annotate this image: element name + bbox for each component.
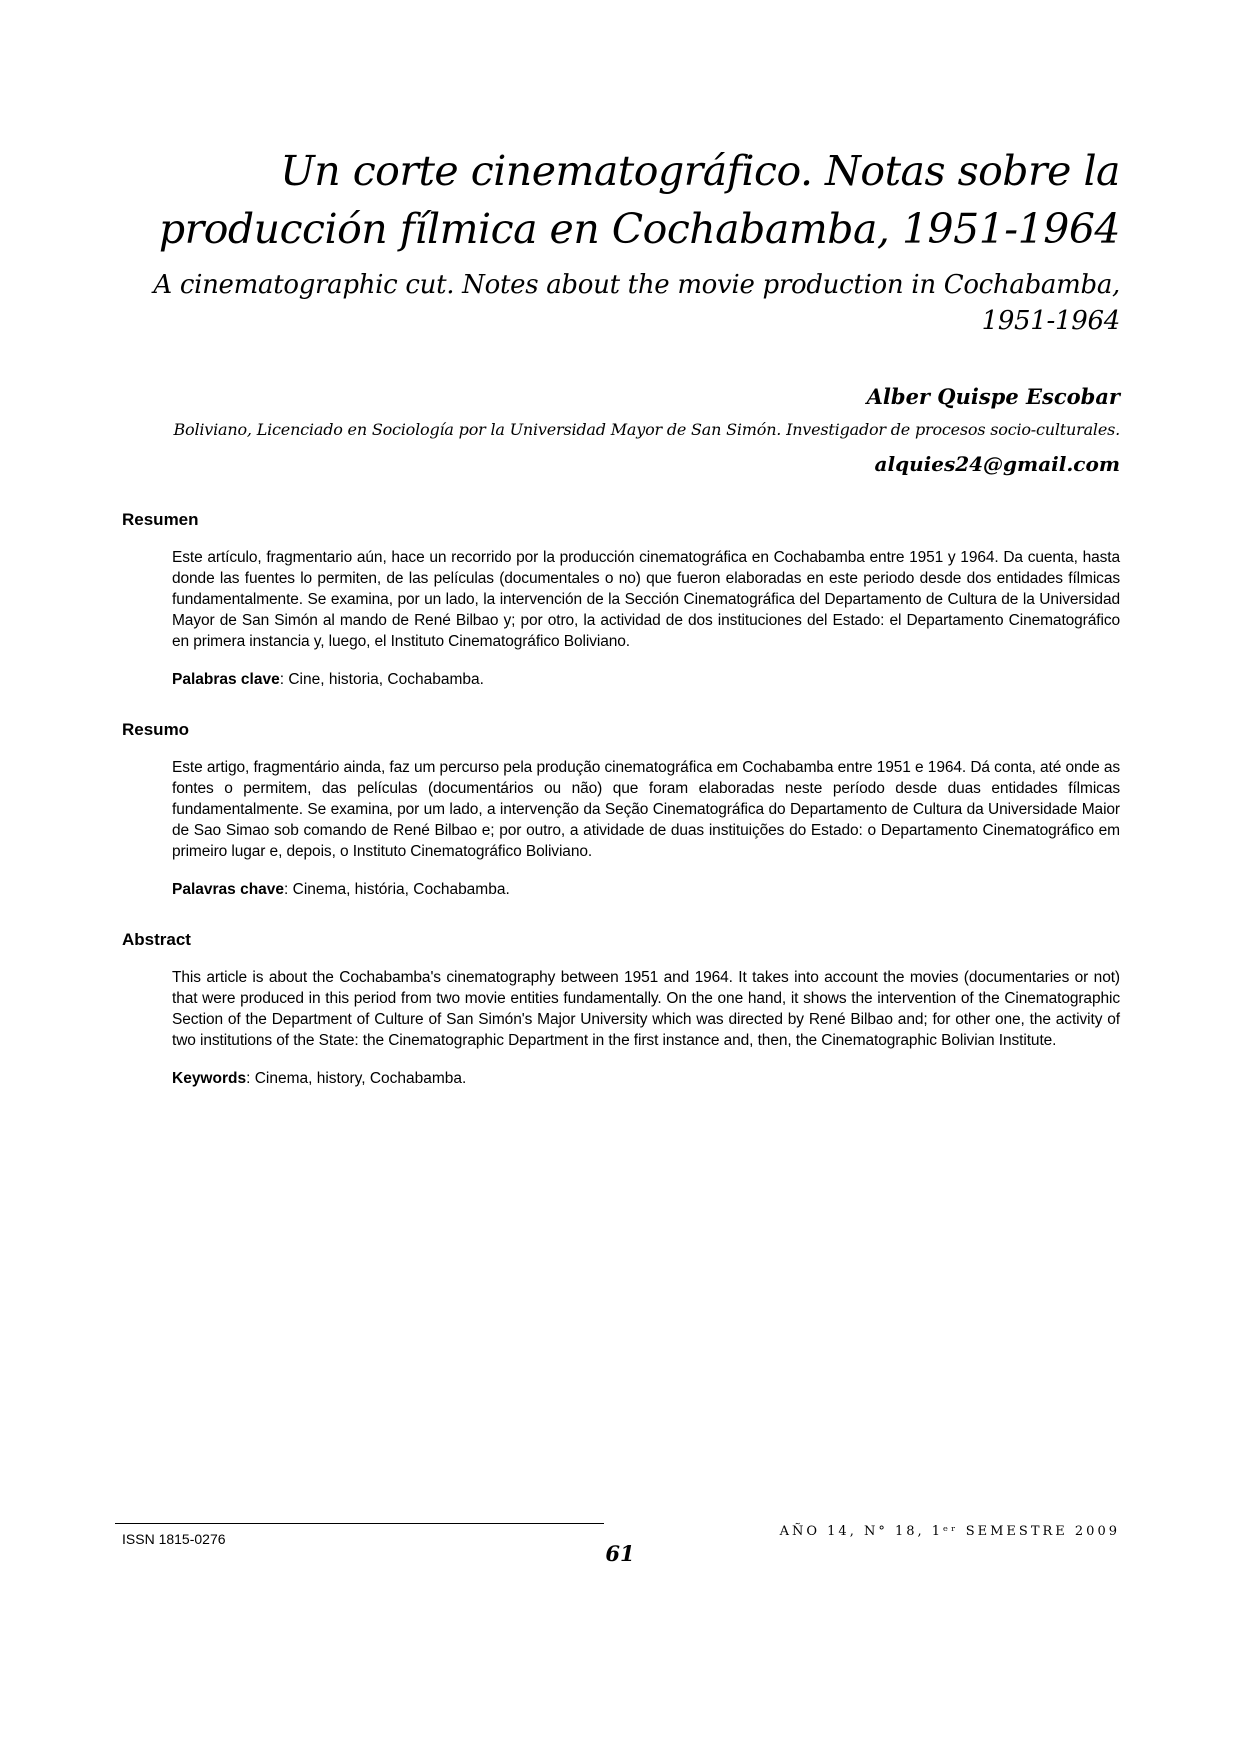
resumen-body: Este artículo, fragmentario aún, hace un recorrido por la producción cinematográfica en Cochabamba entre 1951 y 1964. Da cuenta, hasta donde las fuentes lo permiten, de las películas (documentales o no) que fueron elaboradas en este periodo desde dos entidades fílmicas fundamentalmente. Se examina, por un lado, la intervención de la Sección Cinematográfica del Departamento de Cultura de la Universidad Mayor de San Simón al mando de René Bilbao y; por otro, la actividad de dos instituciones del Estado: el Departamento Cinematográfico en primera instancia y, luego, el Instituto Cinematográfico Boliviano. [172, 549, 1120, 651]
footer-divider [115, 1523, 604, 1524]
abstract-heading: Abstract [122, 930, 191, 950]
author-block [122, 384, 1120, 476]
section-resumen [122, 510, 1120, 690]
author-email: alquies24@gmail.com [874, 452, 1120, 477]
section-resumo [122, 720, 1120, 900]
resumen-heading: Resumen [122, 510, 199, 530]
paper-subtitle: A cinematographic cut. Notes about the movie production in Cochabamba, 1951-1964 [153, 270, 1120, 337]
abstract-keywords-label: Keywords [172, 1070, 247, 1088]
resumo-keywords-list: : Cinema, história, Cochabamba. [284, 881, 510, 899]
title-block [122, 142, 1120, 340]
page-number: 61 [605, 1541, 635, 1566]
resumen-keywords-label: Palabras clave [172, 671, 280, 689]
abstract-sections [122, 510, 1120, 1089]
author-name: Alber Quispe Escobar [866, 384, 1120, 410]
resumo-keywords-label: Palavras chave [172, 881, 285, 899]
section-abstract [122, 930, 1120, 1089]
resumo-body: Este artigo, fragmentário ainda, faz um percurso pela produção cinematográfica em Cochabamba entre 1951 e 1964. Dá conta, até onde as fontes o permitem, das películas (documentários ou não) que foram elaboradas neste período desde duas entidades fílmicas fundamentalmente. Se examina, por um lado, a intervenção da Seção Cinematográfica do Departamento de Cultura da Universidade Maior de Sao Simao sob comando de René Bilbao e; por outro, a atividade de duas instituições do Estado: o Departamento Cinematográfico em primeiro lugar e, depois, o Instituto Cinematográfico Boliviano. [172, 759, 1120, 861]
abstract-keywords-list: : Cinema, history, Cochabamba. [246, 1070, 467, 1088]
resumo-keywords [172, 879, 1120, 900]
abstract-body: This article is about the Cochabamba's cinematography between 1951 and 1964. It takes into account the movies (documentaries or not) that were produced in this period from two movie entities fundamentally. On the one hand, it shows the intervention of the Cinematographic Section of the Department of Culture of San Simón's Major University which was directed by René Bilbao and; for other one, the activity of two institutions of the State: the Cinematographic Department in the first instance and, then, the Cinematographic Bolivian Institute. [172, 969, 1120, 1050]
resumen-keywords [172, 669, 1120, 690]
issue-info: AÑO 14, N° 18, 1ᵉʳ SEMESTRE 2009 [779, 1524, 1120, 1539]
issn-label: ISSN 1815-0276 [122, 1531, 226, 1547]
resumo-heading: Resumo [122, 720, 190, 740]
author-affiliation: Boliviano, Licenciado en Sociología por la Universidad Mayor de San Simón. Investigador de procesos socio-culturales. [173, 420, 1120, 440]
paper-title: Un corte cinematográfico. Notas sobre la producción fílmica en Cochabamba, 1951-1964 [158, 147, 1120, 254]
resumen-keywords-list: : Cine, historia, Cochabamba. [279, 671, 484, 689]
abstract-keywords [172, 1068, 1120, 1089]
